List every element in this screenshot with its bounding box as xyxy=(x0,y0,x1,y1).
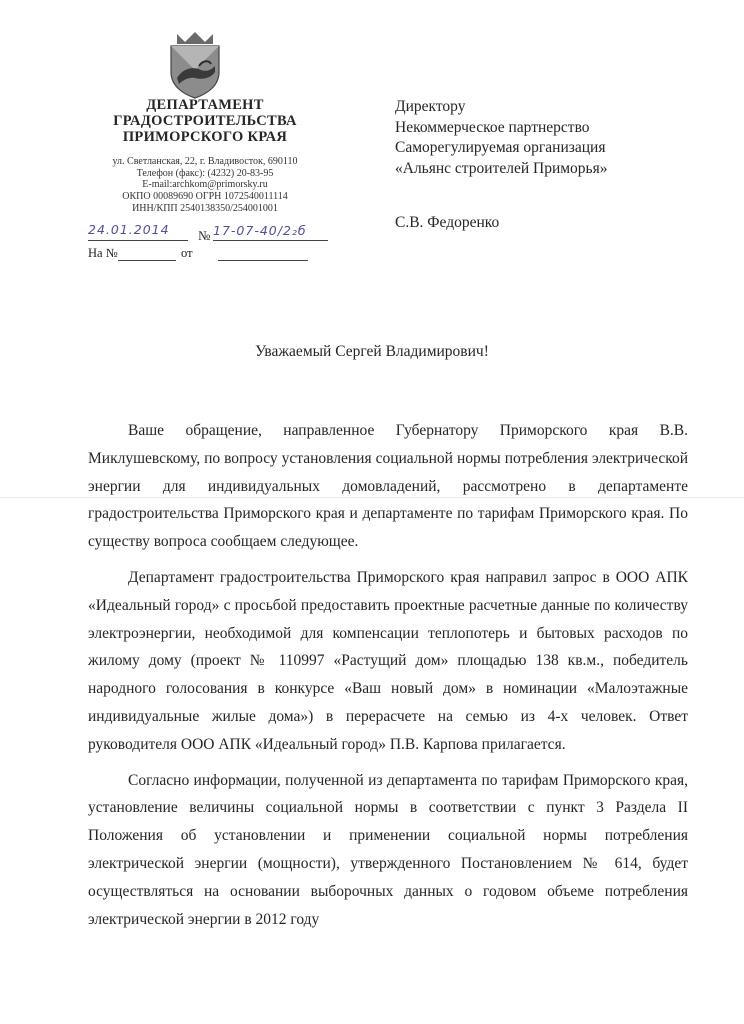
department-okpo: ОКПО 00089690 ОГРН 1072540011114 xyxy=(122,191,288,203)
reference-number-underline xyxy=(118,260,176,261)
recipient-line-4: «Альянс строителей Приморья» xyxy=(395,159,608,177)
number-underline xyxy=(213,240,328,241)
body-paragraph-3: Согласно информации, полученной из департамента по тарифам Приморского края, установление величины социальной нормы в соответствии с пункт 3 Раздела II Положения об установлении и применении социальной нормы потребления электрической энергии (мощности), утвержденного Постановлением № 614, будет осуществляться на основании выборочных данных о годовом объеме потребления электрической энергии в 2012 году xyxy=(88,771,688,928)
letter-body xyxy=(88,417,688,941)
salutation: Уважаемый Сергей Владимирович! xyxy=(255,343,489,360)
recipient-signatory: С.В. Федоренко xyxy=(395,214,500,231)
department-inn: ИНН/КПП 2540138350/254001001 xyxy=(132,202,278,214)
handwritten-date: 24.01.2014 xyxy=(88,222,170,237)
department-phone: Телефон (факс): (4232) 20-83-95 xyxy=(136,167,274,179)
recipient-line-3: Саморегулируемая организация xyxy=(395,139,606,156)
reference-number-label: На № xyxy=(88,246,118,260)
department-address: ул. Светланская, 22, г. Владивосток, 690110 xyxy=(112,156,298,167)
body-paragraph-1: Ваше обращение, направленное Губернатору Приморского края В.В. Миклушевскому, по вопросу установления социальной нормы потребления электрической энергии для индивидуальных домовладений, рассмотрено в департаменте градостроительства Приморского края и департаменте по тарифам Приморского края. По существу вопроса сообщаем следующее. xyxy=(88,422,688,551)
primorsky-coat-of-arms-icon xyxy=(163,30,227,100)
department-name-line-2: ГРАДОСТРОИТЕЛЬСТВА xyxy=(113,113,297,129)
reference-from-label: от xyxy=(181,246,193,260)
reference-date-underline xyxy=(218,260,308,261)
number-sign: № xyxy=(198,228,211,243)
department-name-line-3: ПРИМОРСКОГО КРАЯ xyxy=(122,129,288,145)
body-paragraph-2: Департамент градостроительства Приморского края направил запрос в ООО АПК «Идеальный город» с просьбой предоставить проектные расчетные данные по количеству электроэнергии, необходимой для компенсации теплопотерь и бытовых расходов по жилому дому (проект № 110997 «Растущий дом» площадью 138 кв.м., победитель народного голосования в конкурсе «Ваш новый дом» в номинации «Малоэтажные индивидуальные жилые дома») в перерасчете на семью из 4-х человек. Ответ руководителя ООО АПК «Идеальный город» П.В. Карпова прилагается. xyxy=(88,568,688,753)
recipient-block xyxy=(395,97,725,179)
date-underline xyxy=(88,240,188,241)
reference-line xyxy=(88,246,328,264)
recipient-line-2: Некоммерческое партнерство xyxy=(395,118,590,136)
department-contacts xyxy=(85,156,325,215)
department-name xyxy=(85,97,325,145)
department-email: E-mail:archkom@primorsky.ru xyxy=(142,179,268,191)
recipient-line-1: Директору xyxy=(395,98,466,115)
registration-line xyxy=(88,220,338,244)
handwritten-number: 17-07-40/2₂б xyxy=(213,223,307,238)
department-name-line-1: ДЕПАРТАМЕНТ xyxy=(146,97,264,113)
